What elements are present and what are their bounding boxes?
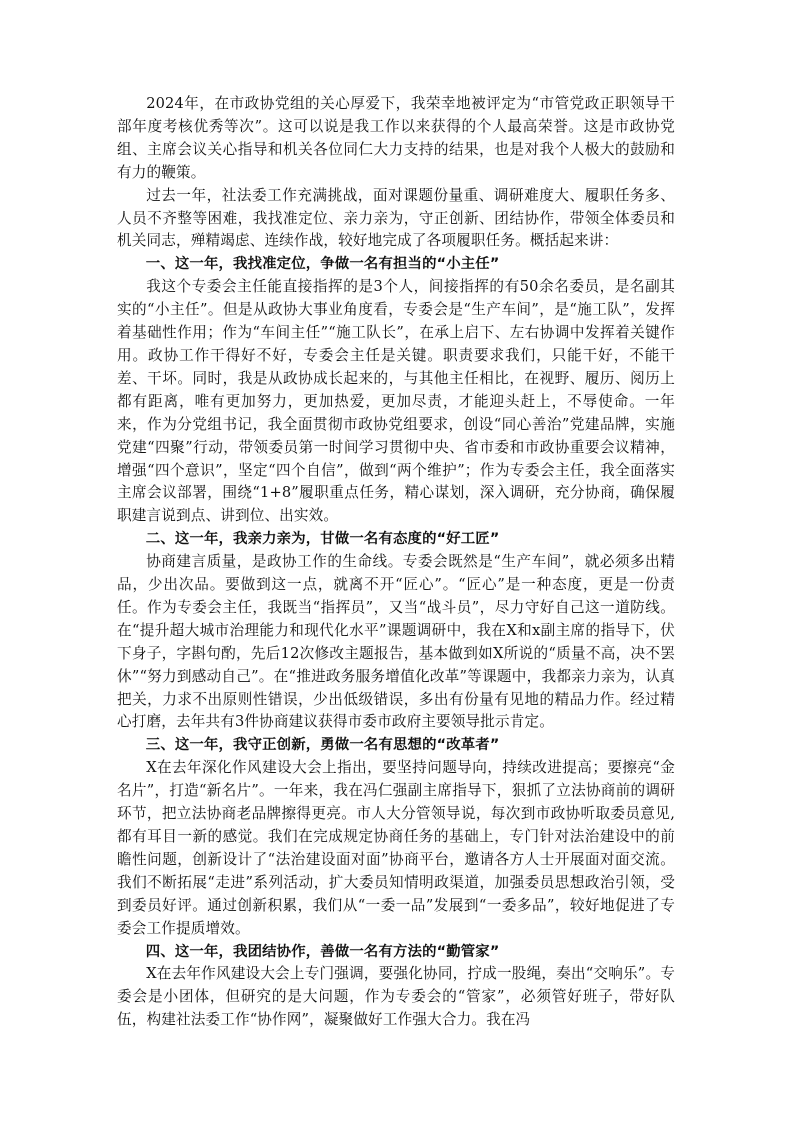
paragraph-section-3: X在去年深化作风建设大会上指出，要坚持问题导向，持续改进提高；要擦亮“金名片”，打造“新名片”。一年来，我在冯仁强副主席指导下，狠抓了立法协商前的调研环节，把立法协商老品牌擦得更亮。市人大分管领导说，每次到市政协听取委员意见,都有耳目一新的感觉。我们在完成规定协商任务的基础上，专门针对法治建设中的前瞻性问题，创新设计了“法治建设面对面”协商平台，邀请各方人士开展面对面交流。我们不断拓展“走进”系列活动，扩大委员知情明政渠道，加强委员思想政治引领，受到委员好评。通过创新积累，我们从“一委一品”发展到“一委多品”，较好地促进了专委会工作提质增效。 xyxy=(117,759,675,937)
section-heading-3: 三、这一年，我守正创新，勇做一名有思想的“改革者” xyxy=(145,737,500,754)
section-heading-2: 二、这一年，我亲力亲为，甘做一名有态度的“好工匠” xyxy=(145,531,500,548)
section-heading-1: 一、这一年，我找准定位，争做一名有担当的“小主任” xyxy=(145,256,500,273)
paragraph-section-1: 我这个专委会主任能直接指挥的是3个人，间接指挥的有50余名委员，是名副其实的“小主任”。但是从政协大事业角度看，专委会是“生产车间”，是“施工队”，发挥着基础性作用；作为“车间主任”“施工队长”，在承上启下、左右协调中发挥着关键作用。政协工作干得好不好，专委会主任是关键。职责要求我们，只能干好，不能干差、干坏。同时，我是从政协成长起来的，与其他主任相比，在视野、履历、阅历上都有距离，唯有更加努力，更加热爱，更加尽责，才能迎头赶上，不辱使命。一年来，作为分党组书记，我全面贯彻市政协党组要求，创设“同心善治”党建品牌，实施党建“四聚”行动，带领委员第一时间学习贯彻中央、省市委和市政协重要会议精神，增强“四个意识”，坚定“四个自信”，做到“两个维护”；作为专委会主任，我全面落实主席会议部署，围绕“1+8”履职重点任务，精心谋划，深入调研，充分协商，确保履职建言说到点、讲到位、出实效。 xyxy=(117,278,675,525)
paragraph-overview: 过去一年，社法委工作充满挑战，面对课题份量重、调研难度大、履职任务多、人员不齐整等困难，我找准定位、亲力亲为，守正创新、团结协作，带领全体委员和机关同志，殚精竭虑、连续作战，较好地完成了各项履职任务。概括起来讲： xyxy=(117,186,675,250)
paragraph-intro: 2024年，在市政协党组的关心厚爱下，我荣幸地被评定为“市管党政正职领导干部年度考核优秀等次”。这可以说是我工作以来获得的个人最高荣誉。这是市政协党组、主席会议关心指导和机关各位同仁大力支持的结果，也是对我个人极大的鼓励和有力的鞭策。 xyxy=(117,95,675,181)
section-heading-4: 四、这一年，我团结协作，善做一名有方法的“勤管家” xyxy=(145,943,500,960)
paragraph-section-2: 协商建言质量，是政协工作的生命线。专委会既然是“生产车间”，就必须多出精品，少出次品。要做到这一点，就离不开“匠心”。“匠心”是一种态度，更是一份责任。作为专委会主任，我既当“指挥员”，又当“战斗员”，尽力守好自己这一道防线。在“提升超大城市治理能力和现代化水平”课题调研中，我在X和x副主席的指导下，伏下身子，字斟句酌，先后12次修改主题报告，基本做到如X所说的“质量不高，决不罢休”“努力到感动自己”。在“推进政务服务增值化改革”等课题中，我都亲力亲为，认真把关，力求不出原则性错误，少出低级错误，多出有份量有见地的精品力作。经过精心打磨，去年共有3件协商建议获得市委市政府主要领导批示肯定。 xyxy=(117,553,675,731)
paragraph-section-4: X在去年作风建设大会上专门强调，要强化协同，拧成一股绳，奏出“交响乐”。专委会是小团体，但研究的是大问题，作为专委会的“管家”，必须管好班子，带好队伍，构建社法委工作“协作网”，凝聚做好工作强大合力。我在冯 xyxy=(117,965,675,1029)
document-body xyxy=(117,93,675,1032)
